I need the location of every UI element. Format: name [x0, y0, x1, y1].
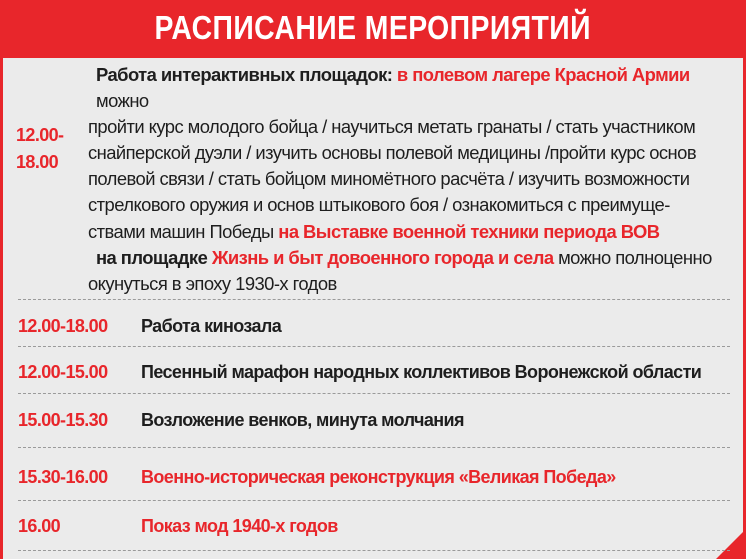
event-time: 16.00: [18, 516, 61, 536]
desc-place-camp: в полевом лагере Красной Армии: [396, 64, 690, 85]
first-event-time: [16, 122, 82, 176]
corner-decoration: [716, 529, 746, 559]
desc-place-exhibition: на Выставке военной техники периода ВОВ: [278, 220, 660, 242]
divider: [18, 500, 730, 501]
desc-line: [88, 62, 738, 114]
desc-text: ствами машин Победы: [88, 220, 274, 242]
desc-text: можно полноценно: [558, 246, 712, 268]
schedule-header: [0, 0, 746, 58]
divider: [18, 393, 730, 394]
desc-place-town: Жизнь и быт довоенного города и села: [211, 246, 554, 268]
event-title: Возложение венков, минута молчания: [141, 410, 464, 430]
first-event-description: [88, 62, 738, 297]
first-event-time-end: 18.00: [16, 152, 59, 172]
desc-line: [88, 245, 738, 271]
desc-text: можно: [96, 90, 149, 112]
page-title: РАСПИСАНИЕ МЕРОПРИЯТИЙ: [154, 9, 592, 46]
desc-line: окунуться в эпоху 1930-х годов: [88, 272, 337, 294]
event-time: 12.00-18.00: [18, 316, 108, 336]
event-title: Работа кинозала: [141, 316, 282, 336]
event-time: 12.00-15.00: [18, 362, 108, 382]
event-title: Военно-историческая реконструкция «Великая Победа»: [141, 467, 616, 487]
event-title: Показ мод 1940-х годов: [141, 516, 338, 536]
desc-lead: Работа интерактивных площадок:: [96, 64, 393, 85]
left-border: [0, 58, 3, 559]
desc-text: на площадке: [96, 246, 208, 268]
desc-line: пройти курс молодого бойца / научиться метать гранаты / стать участником: [88, 116, 696, 138]
desc-line: [88, 219, 738, 245]
desc-line: снайперской дуэли / изучить основы полевой медицины /пройти курс основ: [88, 142, 697, 164]
divider: [18, 447, 730, 448]
divider: [18, 346, 730, 347]
desc-line: стрелкового оружия и основ штыкового боя / ознакомиться с преимуще-: [88, 194, 670, 216]
event-time: 15.30-16.00: [18, 467, 108, 487]
divider: [18, 299, 730, 300]
divider: [18, 550, 730, 551]
event-time: 15.00-15.30: [18, 410, 108, 430]
first-event-time-start: 12.00-: [16, 125, 64, 145]
event-title: Песенный марафон народных коллективов Воронежской области: [141, 362, 702, 382]
desc-line: полевой связи / стать бойцом миномётного расчёта / изучить возможности: [88, 168, 690, 190]
